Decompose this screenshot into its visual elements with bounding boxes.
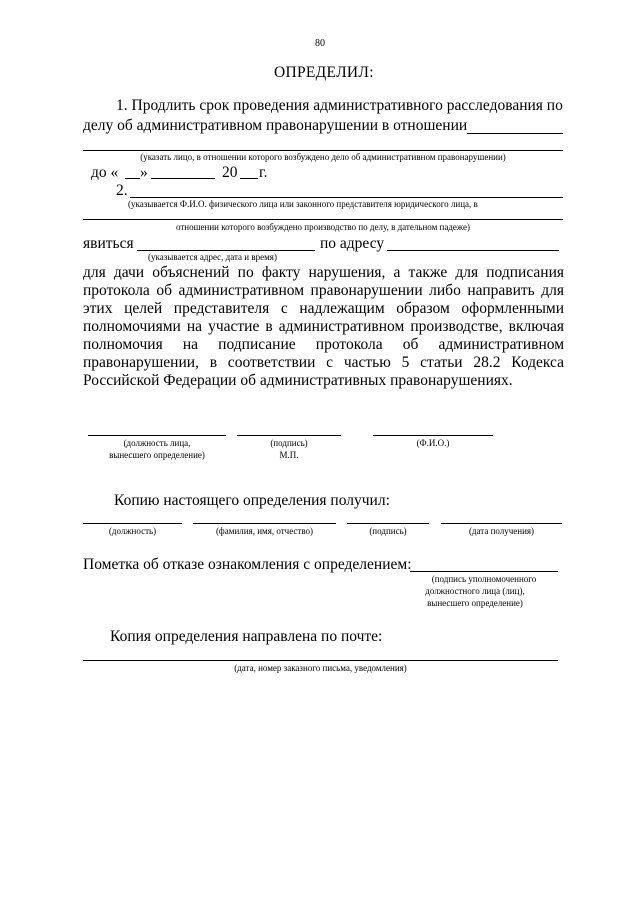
copy-fullname-blank[interactable] [193, 523, 336, 524]
body-line-6: правонарушении, в соответствии с частью 5 статьи 28.2 Кодекса [83, 354, 564, 371]
body-line-5: полномочия на подписание протокола об административном [83, 336, 564, 353]
body-line-1: для дачи объяснений по факту нарушения, а также для подписания [83, 264, 564, 281]
body-line-4: полномочиями на участие в административном производстве, включая [83, 318, 564, 335]
item2-person-blank-2[interactable] [83, 219, 563, 220]
copy-sign-label: (подпись) [369, 526, 407, 536]
position-label-2: вынесшего определение) [109, 450, 205, 460]
item1-line2: делу об административном правонарушении в отношении [83, 117, 468, 134]
copy-fullname-label: (фамилия, имя, отчество) [215, 526, 314, 536]
refusal-hint-2: должностного лица (лиц), [425, 586, 525, 596]
copy-received-title: Копию настоящего определения получил: [114, 492, 390, 509]
item2-hint-line1: (указывается Ф.И.О. физического лица или законного представителя юридического лица, в [128, 199, 478, 209]
appear-datetime-blank[interactable] [137, 250, 315, 251]
item2-hint-line2: отношении которого возбуждено производство по делу, в дательном падеже) [175, 222, 471, 232]
copy-date-blank[interactable] [441, 523, 562, 524]
mail-hint: (дата, номер заказного письма, уведомления) [234, 663, 407, 673]
item1-line1: 1. Продлить срок проведения административного расследования по [116, 97, 563, 114]
copy-position-label: (должность) [108, 526, 157, 536]
section-heading: ОПРЕДЕЛИЛ: [274, 64, 374, 81]
hint-address: (указывается адрес, дата и время) [148, 252, 277, 262]
until-year-blank[interactable] [240, 178, 258, 179]
until-day-blank[interactable] [125, 178, 140, 179]
name-label: (Ф.И.О.) [416, 438, 450, 448]
stamp-label: М.П. [279, 450, 299, 460]
appear-label: явиться [83, 235, 134, 252]
position-label-1: (должность лица, [123, 438, 191, 448]
sign-label: (подпись) [270, 438, 308, 448]
mail-blank[interactable] [83, 660, 558, 661]
name-blank[interactable] [373, 435, 493, 436]
until-mid: » [140, 164, 148, 181]
sign-blank[interactable] [237, 435, 341, 436]
until-year-suffix: г. [259, 164, 268, 181]
refusal-sign-blank[interactable] [410, 571, 558, 572]
until-prefix: до « [91, 164, 119, 181]
mail-title: Копия определения направлена по почте: [110, 628, 383, 645]
copy-position-blank[interactable] [83, 523, 182, 524]
position-blank[interactable] [88, 435, 226, 436]
until-month-blank[interactable] [151, 178, 215, 179]
hint-person: (указать лицо, в отношении которого возбуждено дело об административном правонарушении) [140, 152, 506, 162]
refusal-label: Пометка об отказе ознакомления с определением: [83, 556, 412, 573]
page-number: 80 [315, 38, 325, 49]
until-year-prefix: 20 [222, 164, 238, 181]
body-line-2: протокола об административном правонарушении либо направить для [83, 282, 564, 299]
item2-number: 2. [116, 182, 128, 199]
copy-date-label: (дата получения) [468, 526, 535, 536]
item1-person-blank-full[interactable] [83, 150, 563, 151]
refusal-hint-3: вынесшего определение) [427, 598, 523, 608]
body-line-3: этих целей представителя с надлежащим образом оформленными [83, 300, 564, 317]
refusal-hint-1: (подпись уполномоченного [431, 574, 537, 584]
address-label: по адресу [320, 235, 385, 252]
address-blank[interactable] [387, 250, 559, 251]
item1-person-blank[interactable] [467, 133, 563, 134]
item2-person-blank[interactable] [130, 197, 563, 198]
copy-sign-blank[interactable] [347, 523, 429, 524]
body-line-7: Российской Федерации об административных правонарушениях. [83, 372, 513, 389]
